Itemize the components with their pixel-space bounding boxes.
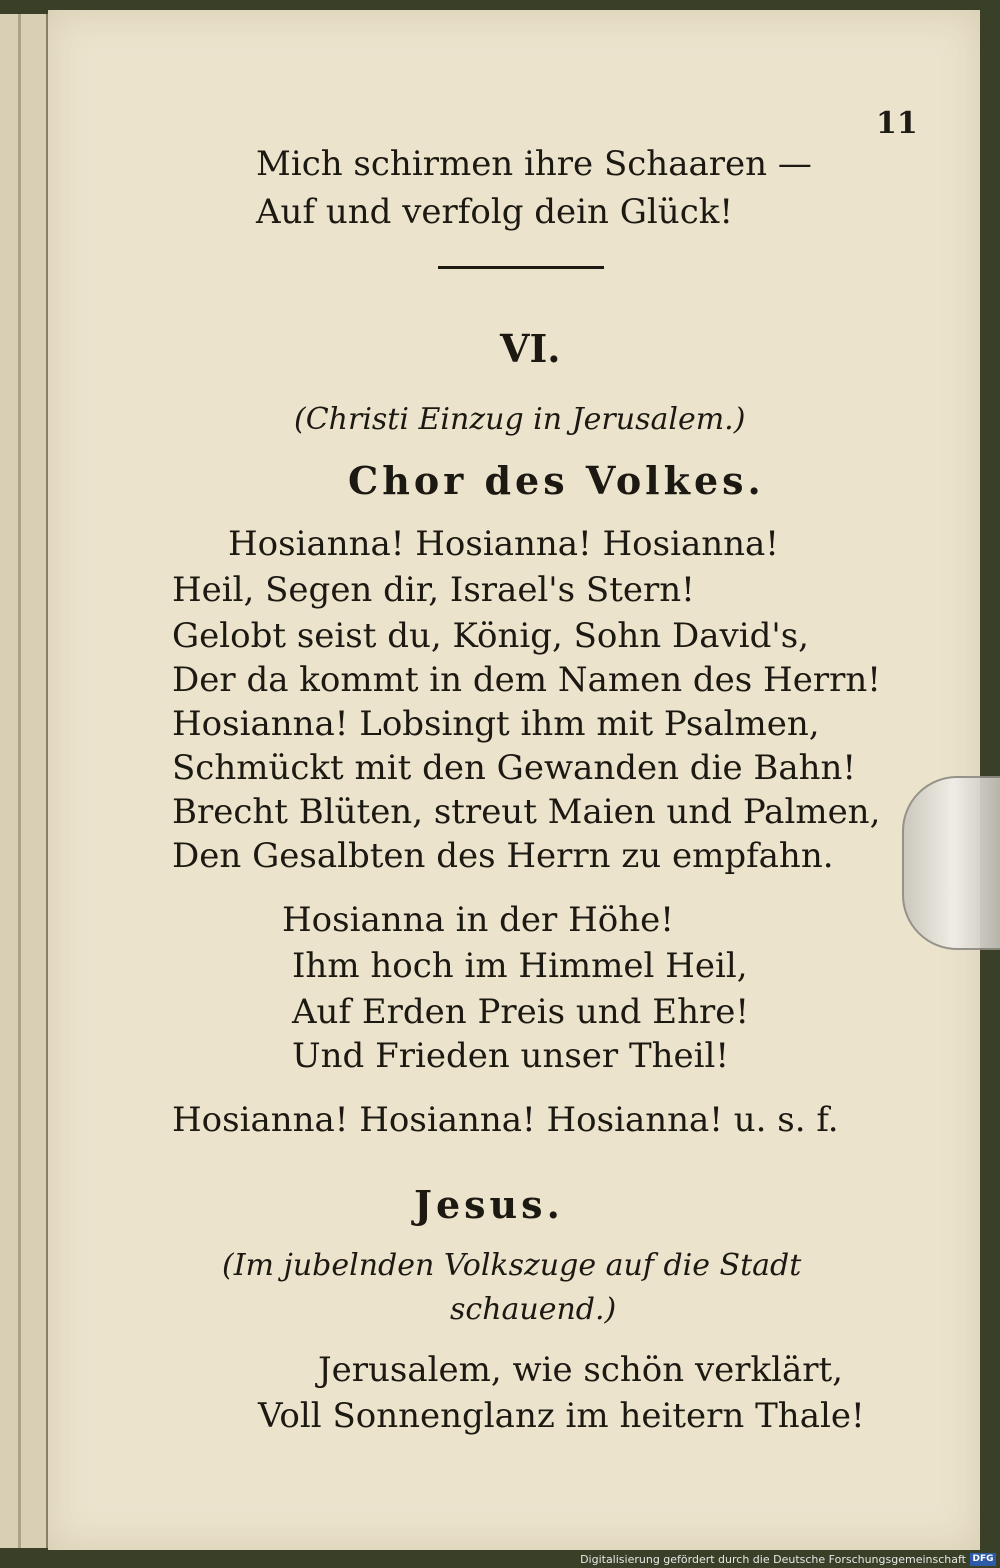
facing-page-edge	[0, 14, 48, 1548]
chorus-line-5: Hosianna! Lobsingt ihm mit Psalmen,	[172, 704, 820, 744]
section-number: VI.	[500, 326, 561, 371]
refrain-line-2: Ihm hoch im Himmel Heil,	[292, 946, 748, 986]
chorus-line-7: Brecht Blüten, streut Maien und Palmen,	[172, 792, 881, 832]
page-fold	[18, 14, 21, 1548]
digitization-credit: Digitalisierung gefördert durch die Deutsche Forschungsgemeinschaft	[580, 1553, 966, 1566]
chorus-line-6: Schmückt mit den Gewanden die Bahn!	[172, 748, 857, 788]
footer-bar	[0, 1550, 1000, 1568]
dfg-logo: DFG	[970, 1553, 996, 1566]
jesus-line-1: Jerusalem, wie schön verklärt,	[318, 1350, 843, 1390]
speaker-heading: Jesus.	[414, 1182, 564, 1227]
stage-direction: (Christi Einzug in Jerusalem.)	[294, 402, 746, 437]
refrain-line-4: Und Frieden unser Theil!	[292, 1036, 730, 1076]
section-divider	[438, 266, 604, 269]
chorus-line-1: Hosianna! Hosianna! Hosianna!	[228, 524, 779, 564]
chorus-heading: Chor des Volkes.	[348, 458, 765, 503]
chorus-line-4: Der da kommt in dem Namen des Herrn!	[172, 660, 881, 700]
book-page	[48, 10, 980, 1550]
opening-line-1: Mich schirmen ihre Schaaren —	[256, 144, 812, 184]
opening-line-2: Auf und verfolg dein Glück!	[256, 192, 733, 232]
page-number: 11	[876, 106, 918, 141]
stage-direction-2-line-1: (Im jubelnden Volkszuge auf die Stadt	[222, 1248, 802, 1283]
stage-direction-2-line-2: schauend.)	[450, 1292, 617, 1327]
jesus-line-2: Voll Sonnenglanz im heitern Thale!	[258, 1396, 865, 1436]
chorus-line-3: Gelobt seist du, König, Sohn David's,	[172, 616, 809, 656]
refrain-line-1: Hosianna in der Höhe!	[282, 900, 674, 940]
chorus-line-2: Heil, Segen dir, Israel's Stern!	[172, 570, 695, 610]
closing-chorus: Hosianna! Hosianna! Hosianna! u. s. f.	[172, 1100, 839, 1140]
refrain-line-3: Auf Erden Preis und Ehre!	[292, 992, 750, 1032]
scanner-thumb-clip	[902, 776, 1000, 950]
chorus-line-8: Den Gesalbten des Herrn zu empfahn.	[172, 836, 834, 876]
